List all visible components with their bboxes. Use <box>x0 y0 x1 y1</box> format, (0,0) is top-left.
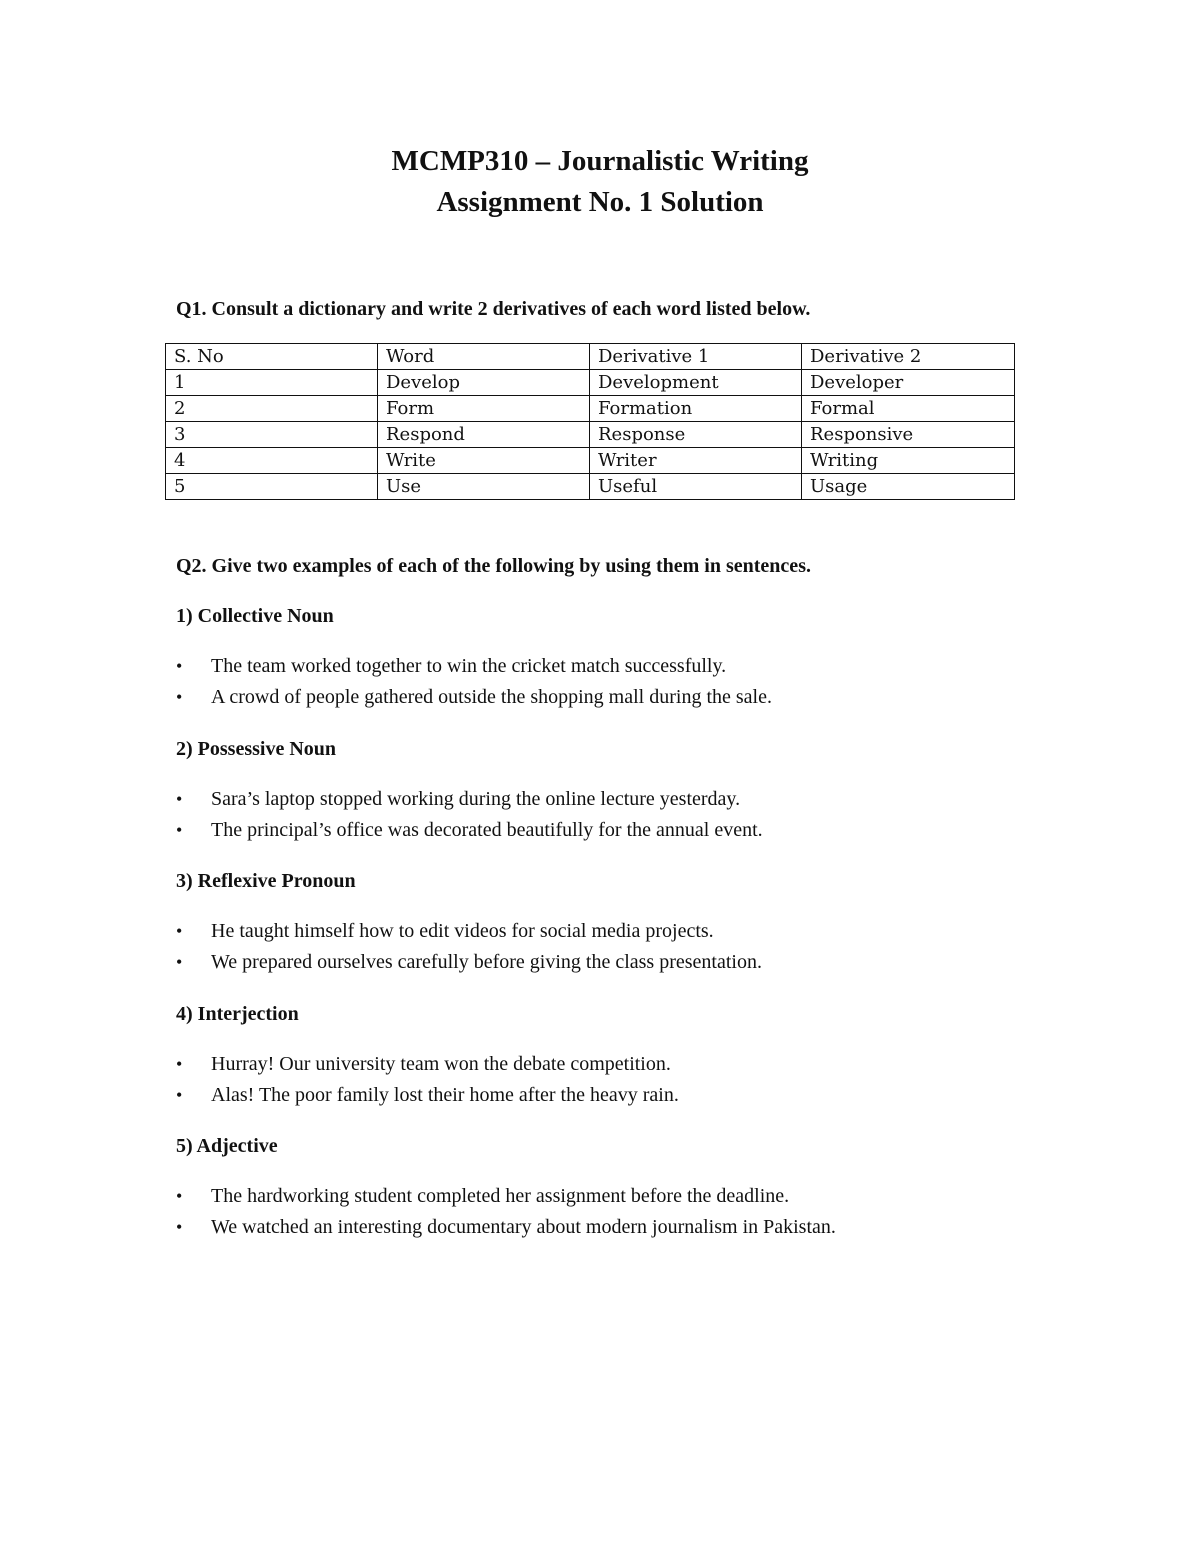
table-cell: 3 <box>166 422 378 448</box>
table-cell: Writing <box>802 448 1015 474</box>
table-header-row <box>166 344 1015 370</box>
table-cell: 2 <box>166 396 378 422</box>
example-sentence: The hardworking student completed her assignment before the deadline. <box>211 1185 790 1207</box>
example-sentence: Hurray! Our university team won the debate competition. <box>211 1053 671 1075</box>
example-sentence: We prepared ourselves carefully before giving the class presentation. <box>211 951 762 973</box>
bullet-icon: • <box>176 1186 183 1206</box>
section-heading-interjection: 4) Interjection <box>176 1003 299 1025</box>
table-cell: Formation <box>590 396 802 422</box>
table-cell: 5 <box>166 474 378 500</box>
table-header-cell: Derivative 1 <box>590 344 802 370</box>
table-header-cell: Derivative 2 <box>802 344 1015 370</box>
table-cell: Responsive <box>802 422 1015 448</box>
table-cell: Usage <box>802 474 1015 500</box>
table-row <box>166 370 1015 396</box>
table-row <box>166 422 1015 448</box>
table-row <box>166 396 1015 422</box>
question-1-heading: Q1. Consult a dictionary and write 2 derivatives of each word listed below. <box>176 298 811 320</box>
table-cell: Develop <box>378 370 590 396</box>
example-sentence: We watched an interesting documentary about modern journalism in Pakistan. <box>211 1216 836 1238</box>
table-cell: Development <box>590 370 802 396</box>
section-heading-reflexive-pronoun: 3) Reflexive Pronoun <box>176 870 356 892</box>
table-cell: Write <box>378 448 590 474</box>
bullet-icon: • <box>176 687 183 707</box>
bullet-icon: • <box>176 789 183 809</box>
example-sentence: The team worked together to win the cricket match successfully. <box>211 655 727 677</box>
document-title: MCMP310 – Journalistic Writing <box>391 145 809 177</box>
table-header-cell: Word <box>378 344 590 370</box>
document-subtitle: Assignment No. 1 Solution <box>436 186 764 218</box>
example-sentence: A crowd of people gathered outside the shopping mall during the sale. <box>211 686 772 708</box>
table-row <box>166 474 1015 500</box>
table-cell: Response <box>590 422 802 448</box>
derivatives-table <box>165 343 1015 500</box>
table-cell: Respond <box>378 422 590 448</box>
example-sentence: The principal’s office was decorated beautifully for the annual event. <box>211 819 763 841</box>
example-sentence: He taught himself how to edit videos for social media projects. <box>211 920 714 942</box>
bullet-icon: • <box>176 820 183 840</box>
table-cell: Form <box>378 396 590 422</box>
table-cell: Developer <box>802 370 1015 396</box>
bullet-icon: • <box>176 921 183 941</box>
table-row <box>166 448 1015 474</box>
example-sentence: Sara’s laptop stopped working during the online lecture yesterday. <box>211 788 741 810</box>
bullet-icon: • <box>176 1217 183 1237</box>
question-2-heading: Q2. Give two examples of each of the following by using them in sentences. <box>176 555 811 577</box>
section-heading-collective-noun: 1) Collective Noun <box>176 605 334 627</box>
table-cell: 1 <box>166 370 378 396</box>
example-sentence: Alas! The poor family lost their home after the heavy rain. <box>211 1084 679 1106</box>
section-heading-adjective: 5) Adjective <box>176 1135 278 1157</box>
table-cell: Useful <box>590 474 802 500</box>
section-heading-possessive-noun: 2) Possessive Noun <box>176 738 337 760</box>
table-cell: 4 <box>166 448 378 474</box>
bullet-icon: • <box>176 952 183 972</box>
table-cell: Writer <box>590 448 802 474</box>
table-header-cell: S. No <box>166 344 378 370</box>
bullet-icon: • <box>176 656 183 676</box>
bullet-icon: • <box>176 1085 183 1105</box>
table-cell: Formal <box>802 396 1015 422</box>
table-cell: Use <box>378 474 590 500</box>
bullet-icon: • <box>176 1054 183 1074</box>
